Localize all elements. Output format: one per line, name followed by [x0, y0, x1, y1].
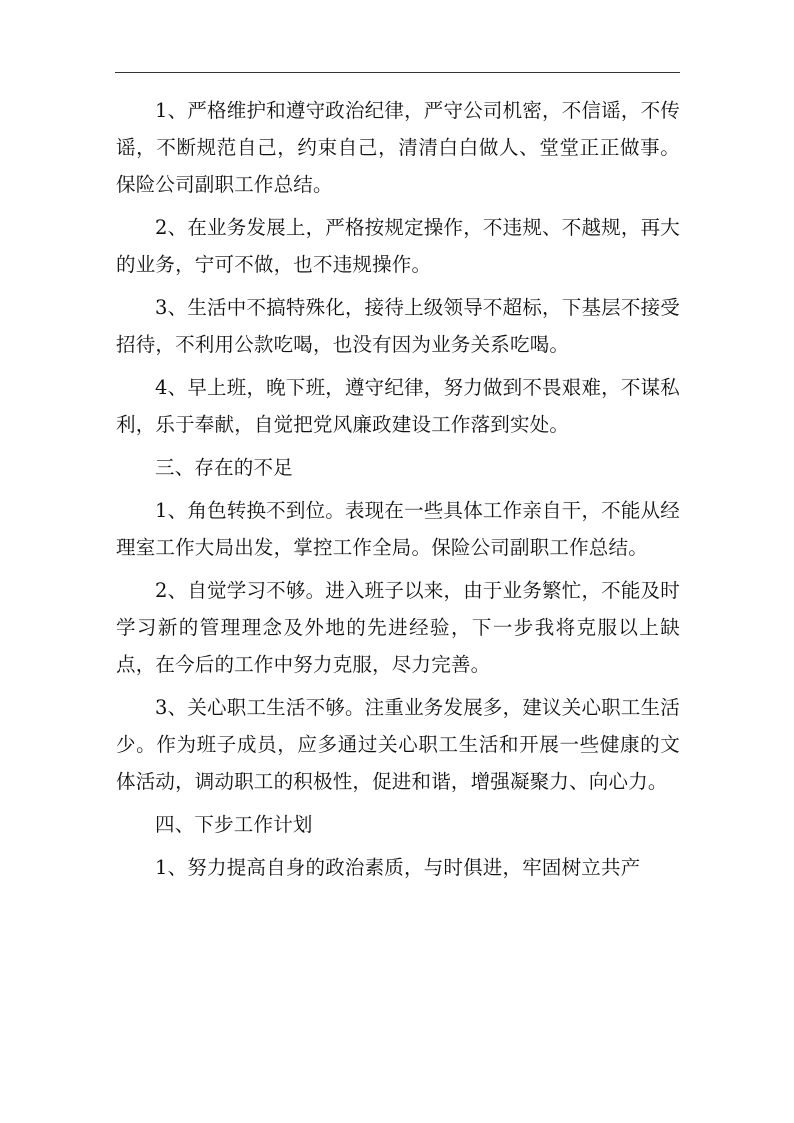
paragraph-discipline-2: 2、在业务发展上，严格按规定操作，不违规、不越规，再大的业务，宁可不做，也不违规操作。 [116, 216, 680, 276]
paragraph-discipline-4: 4、早上班，晚下班，遵守纪律，努力做到不畏艰难，不谋私利，乐于奉献，自觉把党风廉政建设工作落到实处。 [116, 376, 680, 436]
document-body [116, 92, 680, 892]
paragraph-plan-1: 1、努力提高自身的政治素质，与时俱进，牢固树立共产 [155, 856, 641, 879]
header-rule [115, 72, 680, 73]
paragraph-shortcoming-2: 2、自觉学习不够。进入班子以来，由于业务繁忙，不能及时学习新的管理理念及外地的先进经验，下一步我将克服以上缺点，在今后的工作中努力克服，尽力完善。 [116, 579, 680, 676]
paragraph-discipline-1: 1、严格维护和遵守政治纪律，严守公司机密，不信谣，不传谣，不断规范自己，约束自己，清清白白做人、堂堂正正做事。保险公司副职工作总结。 [116, 99, 680, 196]
paragraph-shortcoming-1: 1、角色转换不到位。表现在一些具体工作亲自干，不能从经理室工作大局出发，掌控工作全局。保险公司副职工作总结。 [116, 499, 680, 559]
section-heading-next-plan: 四、下步工作计划 [155, 813, 313, 836]
paragraph-discipline-3: 3、生活中不搞特殊化，接待上级领导不超标，下基层不接受招待，不利用公款吃喝，也没有因为业务关系吃喝。 [116, 296, 680, 356]
paragraph-shortcoming-3: 3、关心职工生活不够。注重业务发展多，建议关心职工生活少。作为班子成员，应多通过关心职工生活和开展一些健康的文体活动，调动职工的积极性，促进和谐，增强凝聚力、向心力。 [116, 696, 680, 793]
section-heading-shortcomings: 三、存在的不足 [155, 456, 293, 479]
